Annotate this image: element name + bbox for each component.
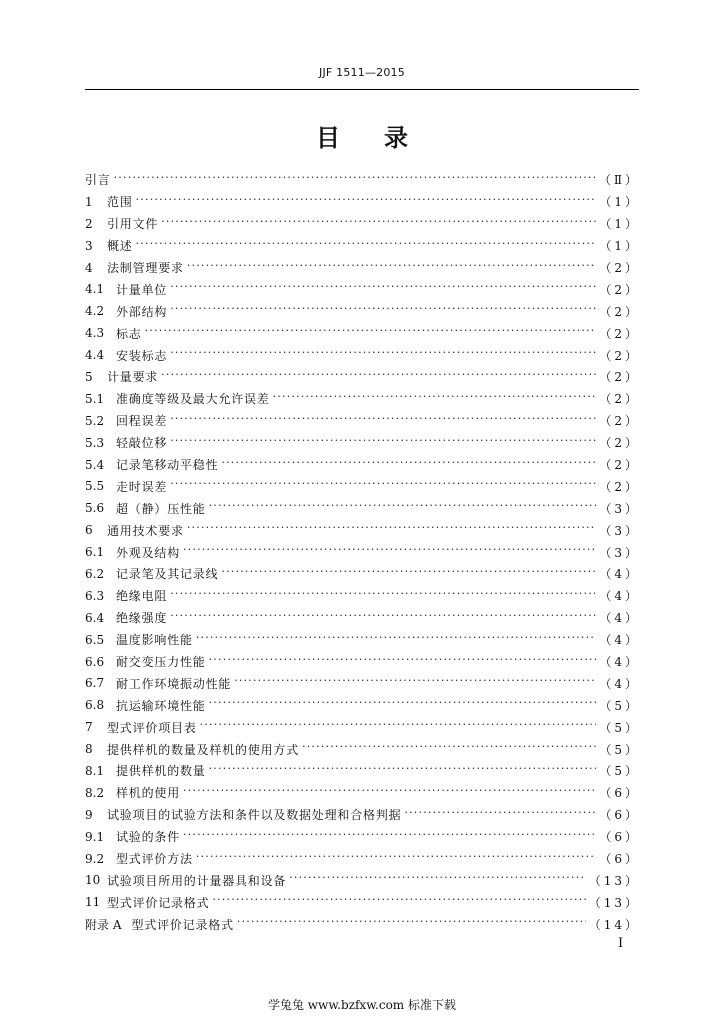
toc-entry-number: 9.1 xyxy=(85,829,105,844)
toc-leader-dots xyxy=(196,853,597,865)
toc-entry-number: 6.5 xyxy=(85,632,105,647)
toc-entry[interactable] xyxy=(85,607,640,629)
toc-entry-title: 型式评价记录格式 xyxy=(131,917,234,932)
toc-leader-dots xyxy=(170,590,596,602)
toc-entry-number: 4.4 xyxy=(85,348,105,363)
toc-entry-title: 计量单位 xyxy=(116,282,168,297)
toc-entry-page: （2） xyxy=(599,458,640,473)
toc-entry-title: 提供样机的数量及样机的使用方式 xyxy=(107,742,300,757)
toc-leader-dots xyxy=(170,480,596,492)
toc-entry-number: 3 xyxy=(85,238,93,253)
toc-entry-page: （2） xyxy=(599,261,640,275)
toc-entry[interactable] xyxy=(85,891,640,913)
toc-entry-number: 5.2 xyxy=(85,413,105,428)
toc-entry-number: 7 xyxy=(85,720,93,735)
toc-entry[interactable] xyxy=(85,432,640,454)
toc-leader-dots xyxy=(212,896,585,908)
toc-entry-page: （4） xyxy=(599,676,640,691)
toc-entry-title: 试验项目的试验方法和条件以及数据处理和合格判据 xyxy=(107,808,402,823)
toc-entry-title: 型式评价记录格式 xyxy=(107,895,210,910)
toc-leader-dots xyxy=(170,415,596,427)
toc-entry[interactable] xyxy=(85,782,640,804)
toc-entry-title: 范围 xyxy=(107,195,133,210)
toc-entry-number: 8 xyxy=(85,742,93,757)
toc-entry-number: 4.2 xyxy=(85,304,105,319)
toc-leader-dots xyxy=(114,174,596,186)
toc-entry-page: （5） xyxy=(599,742,640,757)
toc-entry-page: （2） xyxy=(599,282,640,297)
toc-entry-number: 2 xyxy=(85,216,93,231)
toc-entry[interactable] xyxy=(85,541,640,563)
toc-entry-number: 5.6 xyxy=(85,501,105,516)
toc-entry-page: （2） xyxy=(599,348,640,363)
toc-entry-page: （5） xyxy=(599,720,640,735)
toc-entry-title: 耐工作环境振动性能 xyxy=(116,676,232,691)
toc-entry-page: （4） xyxy=(599,633,640,648)
toc-leader-dots xyxy=(183,546,596,558)
toc-leader-dots xyxy=(183,831,596,843)
toc-leader-dots xyxy=(196,634,597,646)
toc-entry[interactable] xyxy=(85,563,640,585)
toc-leader-dots xyxy=(136,240,597,252)
toc-entry-number: 5.1 xyxy=(85,391,105,406)
toc-leader-dots xyxy=(234,677,596,689)
toc-entry[interactable] xyxy=(85,629,640,651)
toc-leader-dots xyxy=(209,656,597,668)
toc-entry-title: 记录笔移动平稳性 xyxy=(116,458,219,473)
toc-entry-title: 引言 xyxy=(85,173,111,188)
toc-entry-title: 法制管理要求 xyxy=(107,261,184,275)
toc-entry[interactable] xyxy=(85,738,640,760)
toc-entry-title: 试验的条件 xyxy=(116,830,181,845)
table-of-contents xyxy=(85,169,640,935)
toc-entry-number: 6.4 xyxy=(85,610,105,625)
toc-entry-page: （3） xyxy=(599,501,640,516)
toc-entry[interactable] xyxy=(85,213,640,235)
toc-entry-title: 回程误差 xyxy=(116,414,168,429)
toc-entry[interactable] xyxy=(85,169,640,191)
toc-entry-page: （5） xyxy=(599,698,640,713)
toc-leader-dots xyxy=(183,787,596,799)
toc-entry[interactable] xyxy=(85,235,640,257)
toc-leader-dots xyxy=(170,349,596,361)
toc-leader-dots xyxy=(170,437,596,449)
toc-entry-title: 型式评价项目表 xyxy=(107,720,197,735)
toc-entry[interactable] xyxy=(85,716,640,738)
toc-entry-page: （Ⅱ） xyxy=(598,173,640,188)
toc-entry-title: 通用技术要求 xyxy=(107,523,184,538)
toc-entry-number: 11 xyxy=(85,895,101,910)
toc-entry-page: （4） xyxy=(599,589,640,604)
toc-entry-number: 6.3 xyxy=(85,588,105,603)
toc-leader-dots xyxy=(209,502,597,514)
toc-entry-page: （2） xyxy=(599,370,640,385)
toc-entry-title: 安装标志 xyxy=(116,348,168,363)
toc-entry-number: 9.2 xyxy=(85,851,105,866)
toc-entry-page: （2） xyxy=(599,436,640,451)
toc-leader-dots xyxy=(136,196,597,208)
toc-entry-title: 提供样机的数量 xyxy=(116,764,206,779)
toc-entry-number: 8.2 xyxy=(85,785,105,800)
toc-leader-dots xyxy=(200,721,597,733)
toc-entry[interactable] xyxy=(85,322,640,344)
toc-entry-page: （2） xyxy=(599,392,640,407)
toc-entry-number: 6.1 xyxy=(85,545,105,560)
toc-entry-title: 概述 xyxy=(107,239,133,254)
toc-entry-number: 6 xyxy=(85,523,93,538)
toc-entry-title: 外观及结构 xyxy=(116,545,181,560)
toc-entry-number: 4 xyxy=(85,260,93,275)
toc-entry-title: 绝缘电阻 xyxy=(116,589,168,604)
toc-entry[interactable] xyxy=(85,300,640,322)
toc-leader-dots xyxy=(170,612,596,624)
toc-entry[interactable] xyxy=(85,454,640,476)
toc-entry[interactable] xyxy=(85,410,640,432)
toc-leader-dots xyxy=(161,218,596,230)
toc-entry-page: （1） xyxy=(599,239,640,254)
toc-entry[interactable] xyxy=(85,913,640,935)
footer-watermark: 学兔兔 www.bzfxw.com 标准下载 xyxy=(267,998,457,1012)
toc-entry[interactable] xyxy=(85,278,640,300)
toc-entry[interactable] xyxy=(85,497,640,519)
header-rule xyxy=(85,89,639,90)
page-number: I xyxy=(618,936,624,951)
toc-leader-dots xyxy=(187,262,597,274)
toc-entry-title: 温度影响性能 xyxy=(116,633,193,648)
toc-leader-dots xyxy=(170,283,596,295)
toc-leader-dots xyxy=(170,305,596,317)
toc-entry-title: 走时误差 xyxy=(116,479,168,494)
toc-entry-title: 记录笔及其记录线 xyxy=(116,567,219,582)
toc-entry[interactable] xyxy=(85,870,640,892)
toc-entry-page: （3） xyxy=(599,545,640,560)
toc-entry[interactable] xyxy=(85,585,640,607)
toc-entry-title: 耐交变压力性能 xyxy=(116,655,206,670)
toc-entry-title: 引用文件 xyxy=(107,217,159,232)
toc-leader-dots xyxy=(221,459,596,471)
toc-entry-number: 4.1 xyxy=(85,282,105,297)
toc-entry[interactable] xyxy=(85,475,640,497)
toc-entry[interactable] xyxy=(85,366,640,388)
toc-entry-page: （4） xyxy=(599,567,640,582)
toc-entry[interactable] xyxy=(85,651,640,673)
toc-leader-dots xyxy=(161,371,596,383)
toc-entry-number: 9 xyxy=(85,807,93,822)
toc-entry-title: 试验项目所用的计量器具和设备 xyxy=(107,873,287,888)
toc-leader-dots xyxy=(273,393,597,405)
toc-entry-page: （2） xyxy=(599,479,640,494)
toc-entry-number: 1 xyxy=(85,194,93,209)
toc-entry-page: （6） xyxy=(599,830,640,845)
toc-leader-dots xyxy=(404,809,596,821)
toc-entry-number: 6.2 xyxy=(85,566,105,581)
toc-leader-dots xyxy=(209,765,597,777)
standard-code-header: JJF 1511—2015 xyxy=(319,66,405,79)
page-title: 目录 xyxy=(316,123,452,152)
toc-entry-number: 6.6 xyxy=(85,654,105,669)
toc-entry[interactable] xyxy=(85,672,640,694)
toc-entry[interactable] xyxy=(85,760,640,782)
toc-entry[interactable] xyxy=(85,826,640,848)
toc-leader-dots xyxy=(209,699,597,711)
toc-entry-number: 4.3 xyxy=(85,326,105,341)
toc-entry-page: （5） xyxy=(599,764,640,779)
toc-entry-page: （6） xyxy=(599,786,640,801)
toc-entry-page: （3） xyxy=(599,523,640,538)
toc-leader-dots xyxy=(187,524,597,536)
toc-entry-title: 计量要求 xyxy=(107,370,159,385)
toc-entry-page: （14） xyxy=(588,917,640,932)
toc-entry-number: 10 xyxy=(85,873,101,888)
toc-entry-page: （13） xyxy=(588,873,640,888)
toc-entry-page: （4） xyxy=(599,611,640,626)
toc-entry-page: （4） xyxy=(599,655,640,670)
toc-entry-title: 轻敲位移 xyxy=(116,436,168,451)
toc-entry[interactable] xyxy=(85,804,640,826)
toc-entry[interactable] xyxy=(85,694,640,716)
toc-leader-dots xyxy=(221,568,596,580)
toc-entry-page: （6） xyxy=(599,808,640,823)
toc-leader-dots xyxy=(237,918,586,930)
toc-entry-number: 8.1 xyxy=(85,763,105,778)
toc-entry[interactable] xyxy=(85,191,640,213)
toc-entry[interactable] xyxy=(85,848,640,870)
toc-entry[interactable] xyxy=(85,519,640,541)
toc-leader-dots xyxy=(145,327,597,339)
toc-entry-page: （2） xyxy=(599,414,640,429)
toc-entry-title: 抗运输环境性能 xyxy=(116,698,206,713)
toc-entry-number: 附录 A xyxy=(85,917,122,932)
toc-entry[interactable] xyxy=(85,257,640,279)
toc-entry-page: （13） xyxy=(588,895,640,910)
toc-entry[interactable] xyxy=(85,344,640,366)
toc-entry-page: （1） xyxy=(599,217,640,232)
toc-entry-title: 准确度等级及最大允许误差 xyxy=(116,392,270,407)
toc-entry-page: （6） xyxy=(599,852,640,867)
toc-entry-title: 绝缘强度 xyxy=(116,611,168,626)
toc-entry-number: 5.3 xyxy=(85,435,105,450)
toc-leader-dots xyxy=(289,874,586,886)
toc-entry-title: 样机的使用 xyxy=(116,786,181,801)
toc-entry-title: 超（静）压性能 xyxy=(116,501,206,516)
toc-entry-page: （1） xyxy=(599,195,640,210)
toc-entry-title: 外部结构 xyxy=(116,304,168,319)
toc-entry-number: 5.5 xyxy=(85,479,105,494)
toc-entry-number: 5 xyxy=(85,369,93,384)
toc-entry-number: 6.8 xyxy=(85,698,105,713)
toc-entry-title: 标志 xyxy=(116,326,142,341)
toc-entry[interactable] xyxy=(85,388,640,410)
toc-entry-title: 型式评价方法 xyxy=(116,852,193,867)
toc-entry-page: （2） xyxy=(599,326,640,341)
toc-entry-number: 6.7 xyxy=(85,676,105,691)
toc-leader-dots xyxy=(302,743,596,755)
toc-entry-number: 5.4 xyxy=(85,457,105,472)
toc-entry-page: （2） xyxy=(599,304,640,319)
